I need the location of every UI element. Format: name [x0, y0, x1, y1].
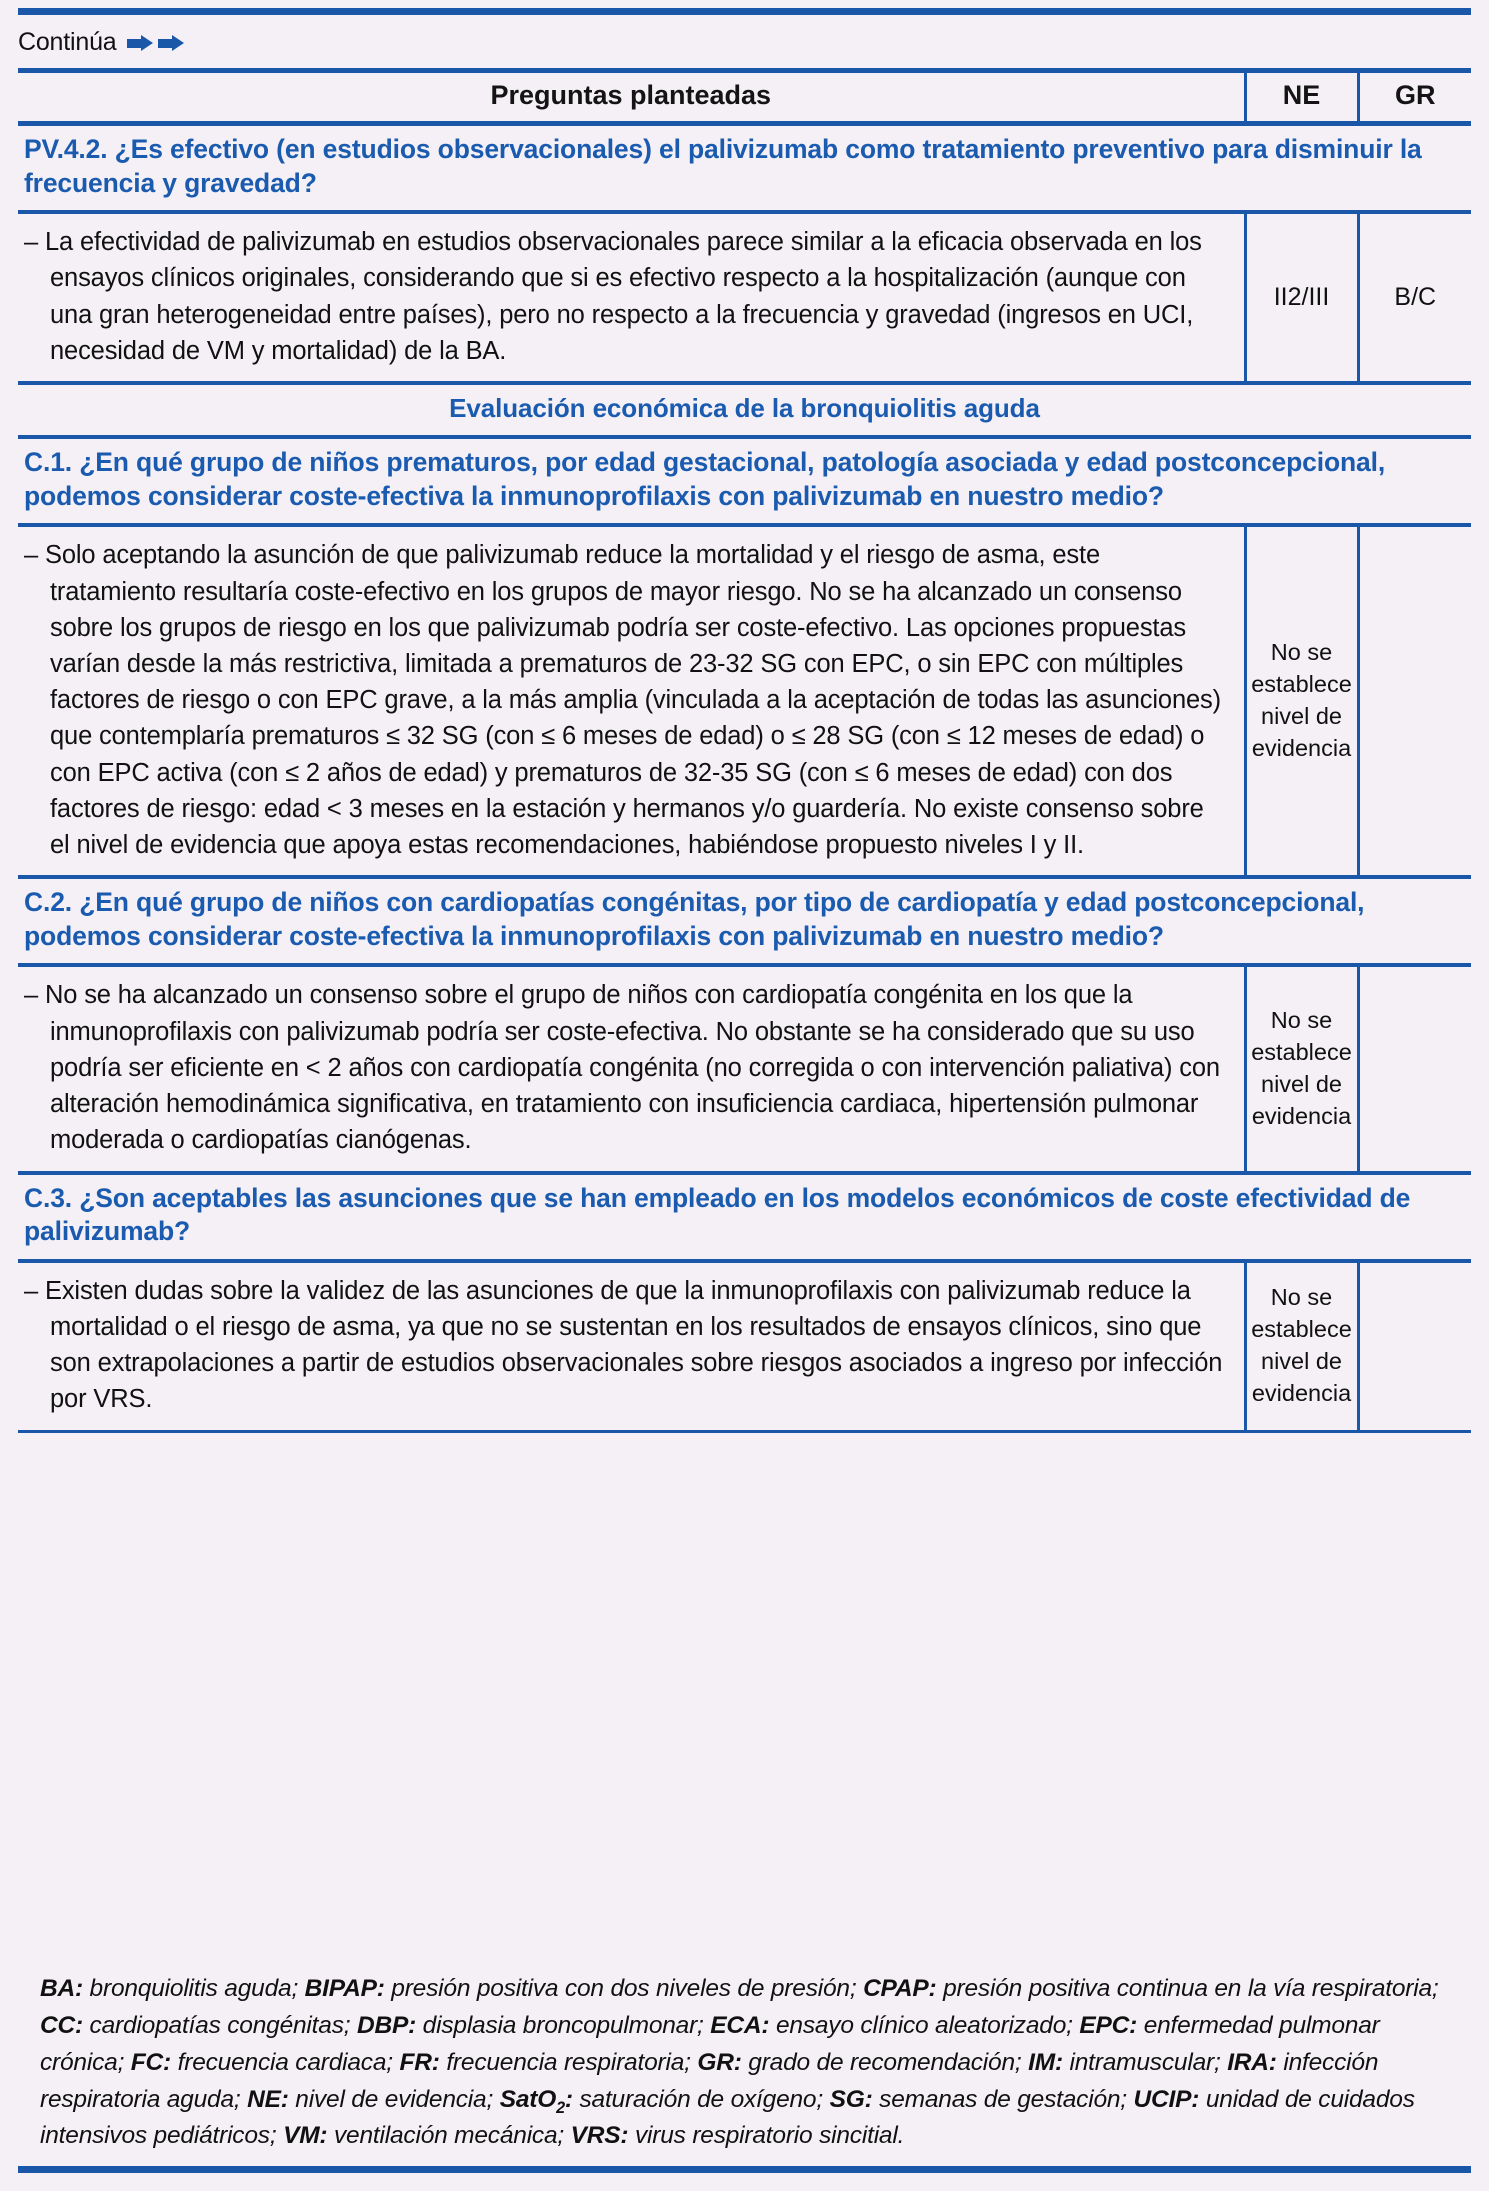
question-text: C.2. ¿En qué grupo de niños con cardiopatías congénitas, por tipo de cardiopatía y edad postconcepcional, podemos considerar coste-efectiva la inmunoprofilaxis con palivizumab en nuestro medio?	[18, 877, 1471, 965]
answer-text	[18, 965, 1245, 1172]
answer-text	[18, 525, 1245, 877]
abbreviation-term: FR:	[399, 2048, 440, 2076]
abbreviations-footnote	[18, 1971, 1471, 2155]
abbreviation-definition: bronquiolitis aguda;	[82, 1975, 305, 2003]
column-header-questions: Preguntas planteadas	[18, 71, 1245, 124]
abbreviation-definition: ensayo clínico aleatorizado;	[769, 2012, 1080, 2039]
abbreviation-definition: cardiopatías congénitas;	[82, 2012, 357, 2039]
answer-paragraph: – No se ha alcanzado un consenso sobre el grupo de niños con cardiopatía congénita en los que la inmunoprofilaxis con palivizumab podría ser coste-efectiva. No obstante se ha considerado que su uso podría ser eficiente en < 2 años con cardiopatía congénita (no corregida o con intervención paliativa) con alteración hemodinámica significativa, en tratamiento con insuficiencia cardiaca, hipertensión pulmonar moderada o cardiopatías cianógenas.	[24, 981, 1220, 1155]
answer-row	[18, 212, 1471, 383]
continuation-label: Continúa	[18, 27, 117, 56]
abbreviation-term: BIPAP:	[304, 1975, 385, 2003]
answer-paragraph: – Solo aceptando la asunción de que palivizumab reduce la mortalidad y el riesgo de asma, este tratamiento resultaría coste-efectivo en los grupos de mayor riesgo. No se ha alcanzado un consenso sobre los grupos de riesgo en los que palivizumab podría ser coste-efectivo. Las opciones propuestas varían desde la más restrictiva, limitada a prematuros de 23-32 SG con EPC, o sin EPC con múltiples factores de riesgo o con EPC grave, a la más amplia (vinculada a la aceptación de todas las asunciones) que contemplaría prematuros ≤ 32 SG (con ≤ 6 meses de edad) o ≤ 28 SG (con ≤ 12 meses de edad) o con EPC activa (con ≤ 2 años de edad) y prematuros de 32-35 SG (con ≤ 6 meses de edad) con dos factores de riesgo: edad < 3 meses en la estación y hermanos y/o guardería. No existe consenso sobre el nivel de evidencia que apoya estas recomendaciones, habiéndose propuesto niveles I y II.	[24, 541, 1221, 859]
abbreviation-definition: nivel de evidencia;	[288, 2085, 500, 2113]
right-arrow-double-icon	[127, 35, 184, 52]
abbreviation-term: UCIP:	[1133, 2085, 1200, 2113]
abbreviation-term: VM:	[283, 2122, 328, 2150]
abbreviation-term: SG:	[829, 2085, 873, 2113]
abbreviation-definition: intramuscular;	[1062, 2048, 1228, 2076]
recommendation-grade-value: B/C	[1358, 212, 1471, 383]
answer-text	[18, 212, 1245, 383]
abbreviation-term: FC:	[130, 2048, 172, 2076]
top-rule	[18, 8, 1471, 15]
abbreviation-term: EPC:	[1079, 2012, 1138, 2039]
abbreviation-term: GR:	[697, 2048, 742, 2076]
question-text: PV.4.2. ¿Es efectivo (en estudios observacionales) el palivizumab como tratamiento preventivo para disminuir la frecuencia y gravedad?	[18, 124, 1471, 213]
question-text: C.1. ¿En qué grupo de niños prematuros, por edad gestacional, patología asociada y edad postconcepcional, podemos considerar coste-efectiva la inmunoprofilaxis con palivizumab en nuestro medio?	[18, 437, 1471, 525]
abbreviation-term: SatO$_2$:	[499, 2085, 573, 2117]
abbreviation-definition: grado de recomendación;	[741, 2048, 1029, 2076]
abbreviation-definition: frecuencia cardiaca;	[171, 2048, 400, 2076]
continuation-bar	[18, 20, 1471, 64]
abbreviation-term: BA:	[40, 1975, 83, 2003]
column-header-ne: NE	[1245, 71, 1358, 124]
recommendation-grade-value	[1358, 1261, 1471, 1431]
abbreviation-definition: ventilación mecánica;	[327, 2122, 571, 2150]
answer-row	[18, 525, 1471, 877]
abbreviation-definition: presión positiva continua en la vía respiratoria;	[936, 1975, 1439, 2003]
evidence-level-value: No se establece nivel de evidencia	[1245, 525, 1358, 877]
abbreviation-definition: frecuencia respiratoria;	[439, 2048, 698, 2076]
evidence-level-value: No se establece nivel de evidencia	[1245, 1261, 1358, 1431]
abbreviation-definition: semanas de gestación;	[872, 2085, 1134, 2113]
question-row	[18, 877, 1471, 965]
recommendations-table	[18, 68, 1471, 1433]
column-header-gr: GR	[1358, 71, 1471, 124]
abbreviation-definition: virus respiratorio sincitial.	[628, 2122, 905, 2150]
abbreviation-definition: infección respiratoria aguda;	[40, 2048, 1379, 2113]
question-row	[18, 124, 1471, 213]
bottom-rule	[18, 2166, 1471, 2173]
abbreviation-term: CPAP:	[863, 1975, 937, 2003]
abbreviation-term: DBP:	[356, 2012, 417, 2039]
abbreviation-term: IM:	[1028, 2048, 1063, 2076]
evidence-level-value: II2/III	[1245, 212, 1358, 383]
answer-paragraph: – Existen dudas sobre la validez de las asunciones de que la inmunoprofilaxis con palivizumab reduce la mortalidad o el riesgo de asma, ya que no se sustentan en los resultados de ensayos clínicos, sino que son extrapolaciones a partir de estudios observacionales sobre riesgos asociados a ingreso por infección por VRS.	[24, 1276, 1223, 1414]
answer-text	[18, 1261, 1245, 1431]
abbreviation-term: CC:	[40, 2012, 83, 2039]
section-banner-row	[18, 383, 1471, 437]
abbreviation-definition: displasia broncopulmonar;	[416, 2012, 711, 2039]
question-row	[18, 1173, 1471, 1261]
abbreviation-term: IRA:	[1227, 2048, 1277, 2076]
answer-row	[18, 1261, 1471, 1431]
question-row	[18, 437, 1471, 525]
abbreviation-definition: saturación de oxígeno;	[572, 2085, 830, 2113]
answer-paragraph: – La efectividad de palivizumab en estudios observacionales parece similar a la eficacia observada en los ensayos clínicos originales, considerando que si es efectivo respecto a la hospitalización (aunque con una gran heterogeneidad entre países), pero no respecto a la frecuencia y gravedad (ingresos en UCI, necesidad de VM y mortalidad) de la BA.	[24, 228, 1202, 365]
abbreviation-term: NE:	[247, 2085, 289, 2113]
question-text: C.3. ¿Son aceptables las asunciones que se han empleado en los modelos económicos de coste efectividad de palivizumab?	[18, 1173, 1471, 1261]
abbreviation-definition: enfermedad pulmonar crónica;	[40, 2012, 1380, 2076]
section-title: Evaluación económica de la bronquiolitis aguda	[18, 383, 1471, 437]
abbreviation-term: ECA:	[710, 2012, 770, 2039]
abbreviation-term: VRS:	[570, 2122, 629, 2150]
evidence-level-value: No se establece nivel de evidencia	[1245, 965, 1358, 1172]
recommendation-grade-value	[1358, 965, 1471, 1172]
table-header-row	[18, 71, 1471, 124]
abbreviation-definition: presión positiva con dos niveles de presión;	[384, 1975, 864, 2003]
abbreviation-definition: unidad de cuidados intensivos pediátricos;	[40, 2085, 1415, 2150]
answer-row	[18, 965, 1471, 1172]
recommendation-grade-value	[1358, 525, 1471, 877]
